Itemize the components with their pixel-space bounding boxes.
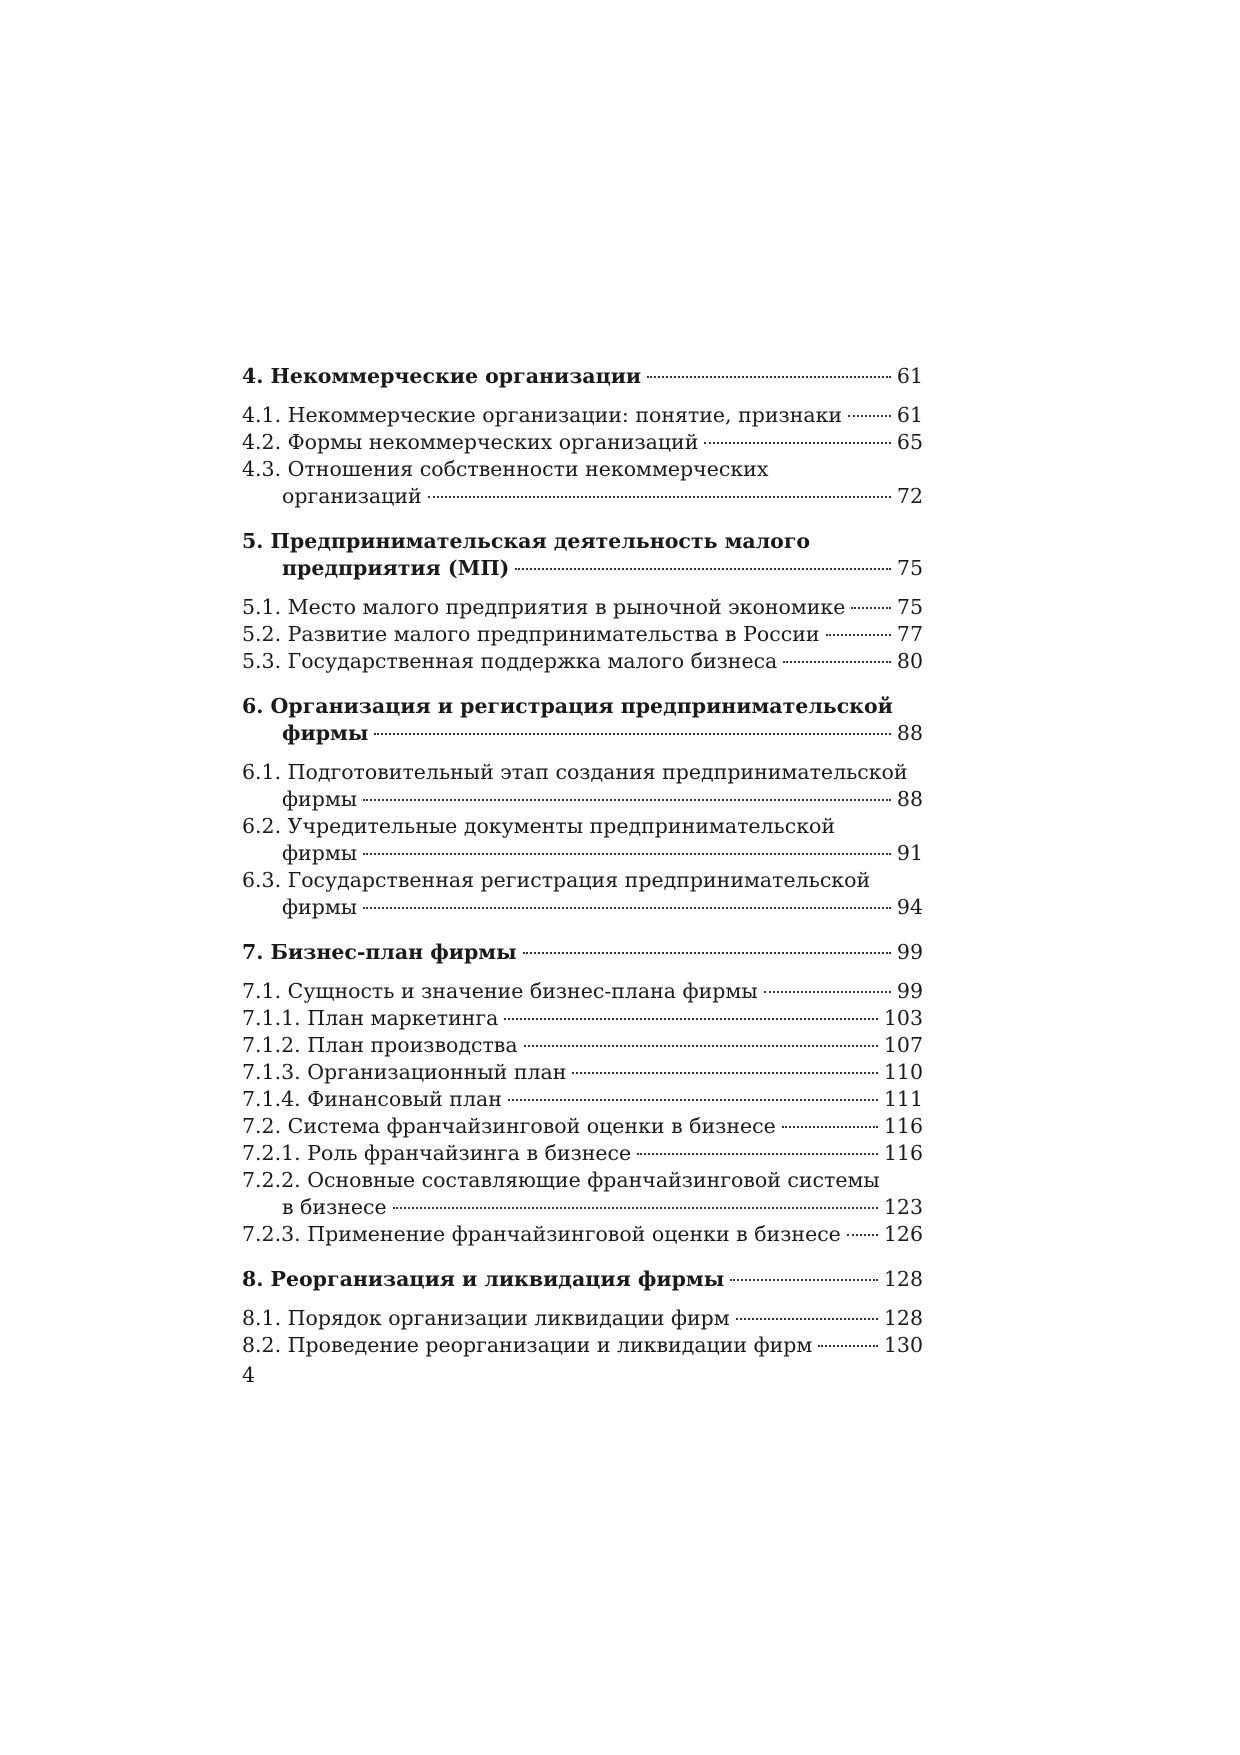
dot-leader — [504, 1018, 877, 1020]
dot-leader — [572, 1072, 877, 1074]
dot-leader — [783, 661, 891, 663]
toc-item[interactable]: 8.2. Проведение реорганизации и ликвидации фирм 130 — [242, 1333, 923, 1357]
dot-leader — [704, 442, 891, 444]
page-ref: 130 — [883, 1333, 923, 1357]
toc-chapter-heading[interactable]: 6. Организация и регистрация предпринимательской фирмы 88 — [242, 694, 923, 745]
toc-item[interactable]: 7.1.4. Финансовый план 111 — [242, 1087, 923, 1111]
page-ref: 75 — [896, 595, 923, 619]
toc-item[interactable]: 7.1. Сущность и значение бизнес-плана фирмы 99 — [242, 979, 923, 1003]
page-ref: 72 — [896, 484, 923, 508]
toc-item[interactable]: 4.1. Некоммерческие организации: понятие, признаки 61 — [242, 403, 923, 427]
toc-item[interactable]: 7.1.2. План производства 107 — [242, 1033, 923, 1057]
dot-leader — [428, 496, 891, 498]
toc-item[interactable]: 6.1. Подготовительный этап создания предпринимательской фирмы 88 — [242, 760, 923, 811]
page-ref: 111 — [883, 1087, 923, 1111]
dot-leader — [374, 733, 891, 735]
page-ref: 77 — [896, 622, 923, 646]
page-ref: 61 — [896, 364, 923, 388]
toc-item[interactable]: 7.1.1. План маркетинга 103 — [242, 1006, 923, 1030]
toc-item[interactable]: 7.1.3. Организационный план 110 — [242, 1060, 923, 1084]
page-ref: 107 — [883, 1033, 923, 1057]
dot-leader — [848, 415, 891, 417]
toc-item[interactable]: 5.1. Место малого предприятия в рыночной экономике 75 — [242, 595, 923, 619]
page-ref: 128 — [883, 1267, 923, 1291]
toc-chapter-heading[interactable]: 7. Бизнес-план фирмы 99 — [242, 940, 923, 964]
dot-leader — [523, 952, 891, 954]
page-ref: 88 — [896, 787, 923, 811]
page-ref: 123 — [883, 1195, 923, 1219]
dot-leader — [851, 607, 891, 609]
page-ref: 99 — [896, 979, 923, 1003]
toc-chapter-7 — [242, 939, 923, 1248]
dot-leader — [764, 991, 891, 993]
dot-leader — [363, 799, 891, 801]
page-ref: 126 — [883, 1222, 923, 1246]
toc-chapter-5 — [242, 528, 923, 675]
dot-leader — [847, 1234, 878, 1236]
page-ref: 88 — [896, 721, 923, 745]
dot-leader — [730, 1279, 878, 1281]
table-of-contents — [242, 363, 923, 1377]
page-number: 4 — [242, 1363, 256, 1387]
dot-leader — [508, 1099, 878, 1101]
toc-item[interactable]: 4.3. Отношения собственности некоммерческих организаций 72 — [242, 457, 923, 508]
page-ref: 65 — [896, 430, 923, 454]
toc-item[interactable]: 7.2.3. Применение франчайзинговой оценки в бизнесе 126 — [242, 1222, 923, 1246]
toc-item[interactable]: 7.2.1. Роль франчайзинга в бизнесе 116 — [242, 1141, 923, 1165]
toc-item[interactable]: 4.2. Формы некоммерческих организаций 65 — [242, 430, 923, 454]
toc-chapter-6 — [242, 693, 923, 921]
dot-leader — [818, 1345, 878, 1347]
toc-item[interactable]: 8.1. Порядок организации ликвидации фирм 128 — [242, 1306, 923, 1330]
page-ref: 75 — [896, 556, 923, 580]
toc-item[interactable]: 7.2.2. Основные составляющие франчайзинговой системы в бизнесе 123 — [242, 1168, 923, 1219]
page-ref: 91 — [896, 841, 923, 865]
dot-leader — [637, 1153, 878, 1155]
toc-item[interactable]: 6.3. Государственная регистрация предпринимательской фирмы 94 — [242, 868, 923, 919]
page-ref: 128 — [883, 1306, 923, 1330]
page-ref: 110 — [883, 1060, 923, 1084]
toc-item[interactable]: 5.3. Государственная поддержка малого бизнеса 80 — [242, 649, 923, 673]
dot-leader — [736, 1318, 878, 1320]
toc-chapter-heading[interactable]: 8. Реорганизация и ликвидация фирмы 128 — [242, 1267, 923, 1291]
dot-leader — [524, 1045, 878, 1047]
toc-chapter-4 — [242, 363, 923, 510]
dot-leader — [826, 634, 891, 636]
dot-leader — [647, 376, 891, 378]
toc-item[interactable]: 5.2. Развитие малого предпринимательства в России 77 — [242, 622, 923, 646]
dot-leader — [363, 907, 891, 909]
toc-chapter-heading[interactable]: 5. Предпринимательская деятельность малого предприятия (МП) 75 — [242, 529, 923, 580]
dot-leader — [393, 1207, 878, 1209]
toc-chapter-8 — [242, 1266, 923, 1359]
dot-leader — [363, 853, 891, 855]
toc-item[interactable]: 7.2. Система франчайзинговой оценки в бизнесе 116 — [242, 1114, 923, 1138]
page-ref: 99 — [896, 940, 923, 964]
page-ref: 61 — [896, 403, 923, 427]
page-ref: 103 — [883, 1006, 923, 1030]
page-ref: 116 — [883, 1141, 923, 1165]
page-ref: 80 — [896, 649, 923, 673]
toc-item[interactable]: 6.2. Учредительные документы предпринимательской фирмы 91 — [242, 814, 923, 865]
dot-leader — [515, 568, 891, 570]
toc-chapter-heading[interactable]: 4. Некоммерческие организации 61 — [242, 364, 923, 388]
page-ref: 94 — [896, 895, 923, 919]
page-ref: 116 — [883, 1114, 923, 1138]
dot-leader — [782, 1126, 878, 1128]
